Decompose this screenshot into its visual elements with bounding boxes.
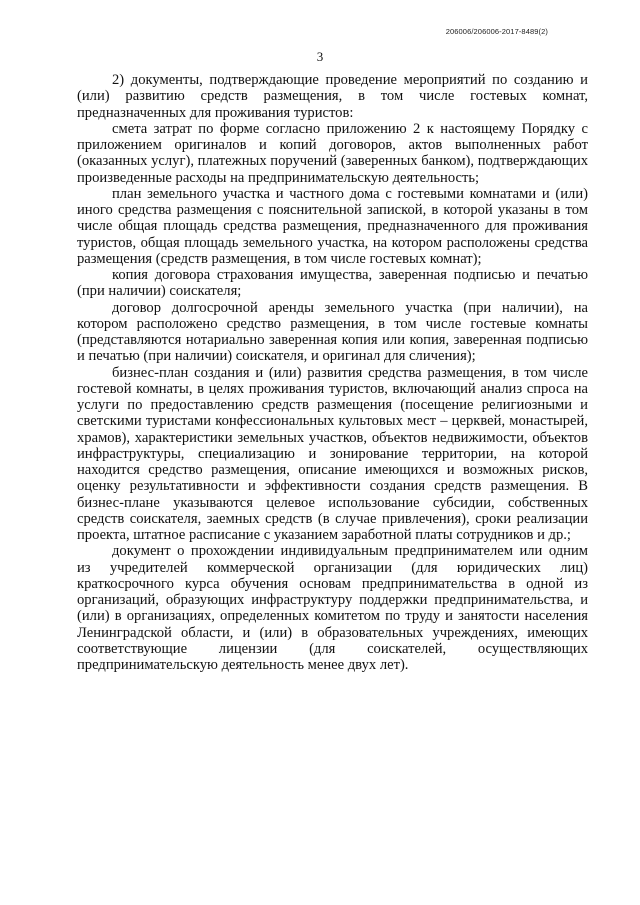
paragraph-documents-list-intro: 2) документы, подтверждающие проведение мероприятий по созданию и (или) развитию средств размещения, в том числе гостевых комнат, предназначенных для проживания туристов:	[77, 72, 588, 121]
document-body	[77, 72, 588, 673]
paragraph-insurance-copy: копия договора страхования имущества, заверенная подписью и печатью (при наличии) соискателя;	[77, 267, 588, 300]
paragraph-training-certificate: документ о прохождении индивидуальным предпринимателем или одним из учредителей коммерческой организации (для юридических лиц) краткосрочного курса обучения основам предпринимательства в одной из организаций, образующих инфраструктуру поддержки предпринимательства, и (или) в организациях, определенных комитетом по труду и занятости населения Ленинградской области, и (или) в образовательных учреждениях, имеющих соответствующие лицензии (для соискателей, осуществляющих предпринимательскую деятельность менее двух лет).	[77, 543, 588, 673]
paragraph-business-plan: бизнес-план создания и (или) развития средства размещения, в том числе гостевой комнаты, в целях проживания туристов, включающий анализ спроса на услуги по предоставлению средств размещения (посещение религиозными и светскими туристами конфессиональных культовых мест – церквей, монастырей, храмов), характеристики земельных участков, объектов недвижимости, объектов инфраструктуры, специализацию и зонирование территории, на которой находится средство размещения, описание имеющихся и возможных рисков, оценку результативности и эффективности создания средств размещения. В бизнес-плане указываются целевое использование субсидии, собственных средств соискателя, заемных средств (в случае привлечения), сроки реализации проекта, штатное расписание с указанием заработной платы сотрудников и др.;	[77, 364, 588, 543]
paragraph-land-plan: план земельного участка и частного дома с гостевыми комнатами и (или) иного средства размещения с пояснительной запиской, в которой указаны в том числе общая площадь средства размещения, предназначенного для проживания туристов, общая площадь земельного участка, на котором расположены средства размещения (средств размещения, в том числе гостевых комнат);	[77, 185, 588, 267]
document-registration-code: 206006/206006-2017-8489(2)	[445, 27, 548, 36]
page-number: 3	[316, 49, 324, 64]
paragraph-cost-estimate: смета затрат по форме согласно приложению 2 к настоящему Порядку с приложением оригиналов и копий договоров, актов выполненных работ (оказанных услуг), платежных поручений (заверенных банком), подтверждающих произведенные расходы на предпринимательскую деятельность;	[77, 120, 589, 186]
paragraph-lease-agreement: договор долгосрочной аренды земельного участка (при наличии), на котором расположено средство размещения, в том числе гостевые комнаты (представляются нотариально заверенная копия или копия, заверенная подписью и печатью (при наличии) соискателя, и оригинал для сличения);	[77, 299, 588, 365]
